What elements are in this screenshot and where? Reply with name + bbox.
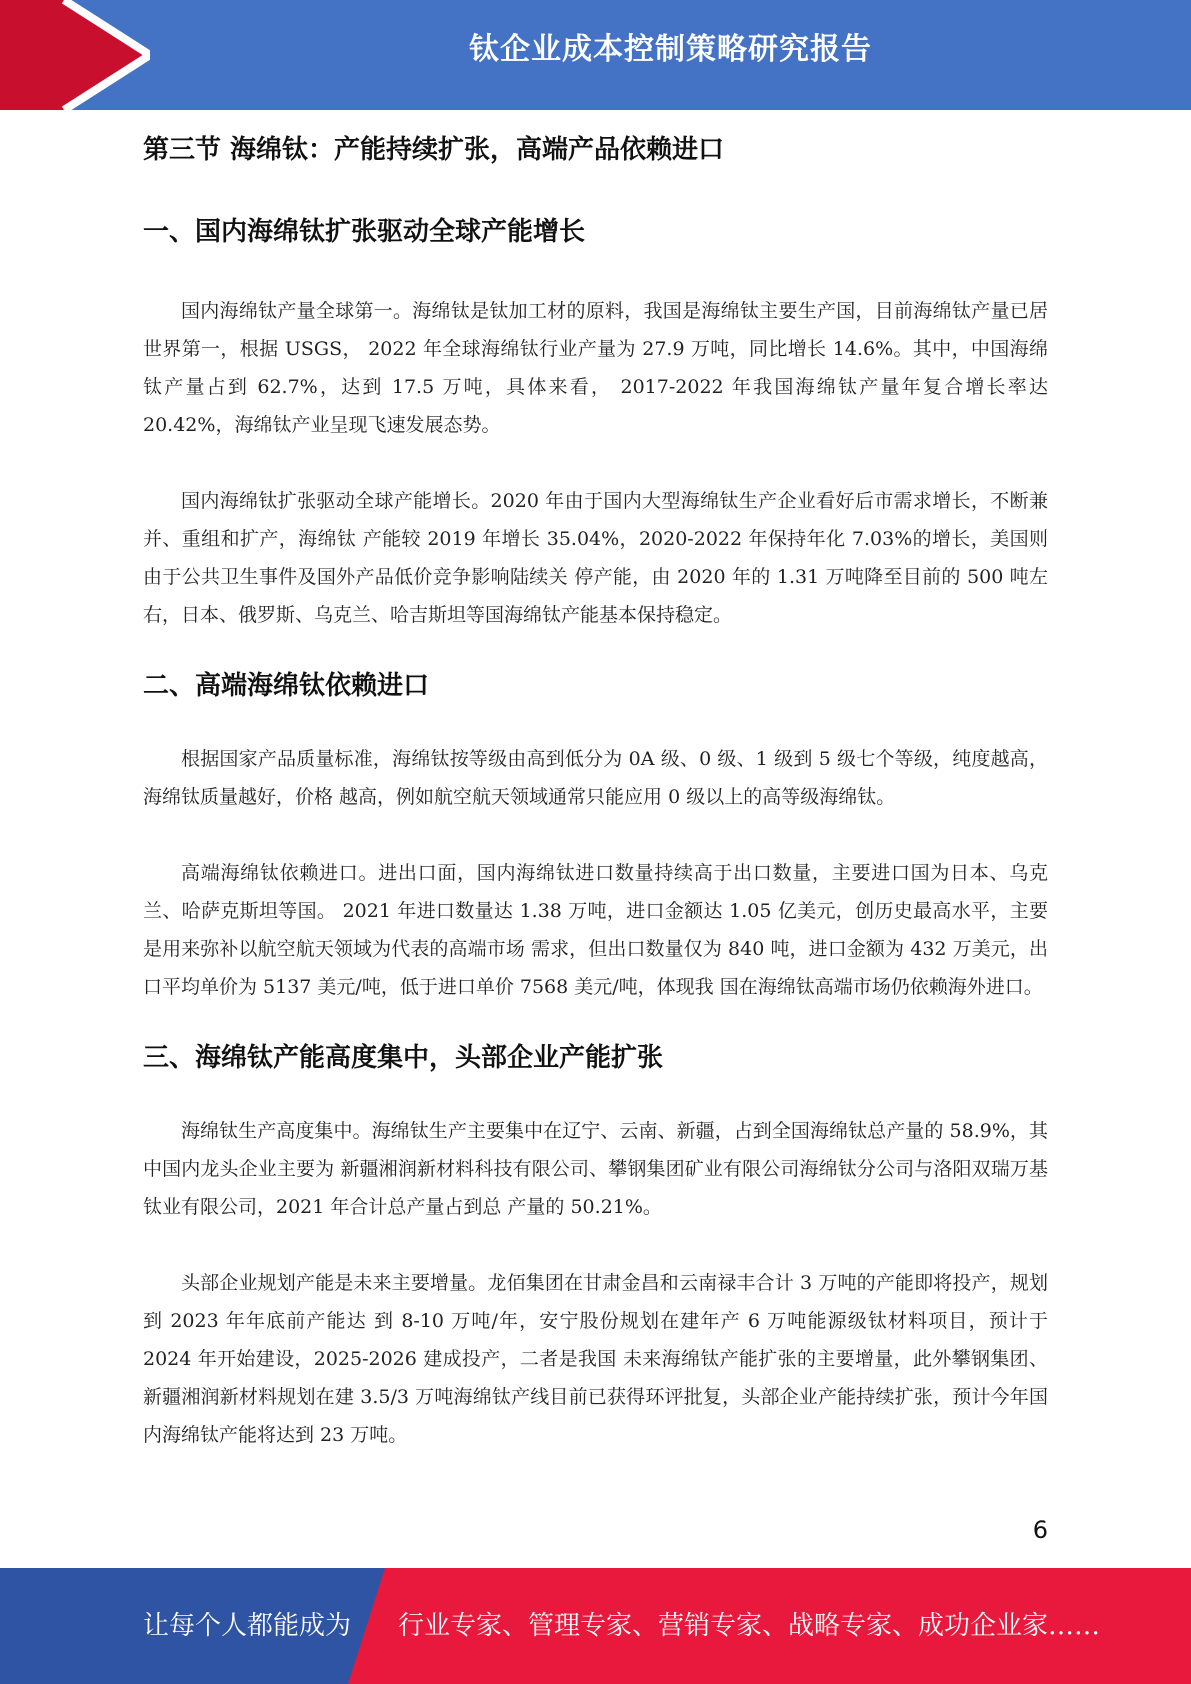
paragraph: 头部企业规划产能是未来主要增量。龙佰集团在甘肃金昌和云南禄丰合计 3 万吨的产能即将投产，规划到 2023 年年底前产能达 到 8-10 万吨/年，安宁股份规划在建年产 6 万吨能源级钛材料项目，预计于 2024 年开始建设，2025-2026 建成投产，二者是我国 未来海绵钛产能扩张的主要增量，此外攀钢集团、新疆湘润新材料规划在建 3.5/3 万吨海绵钛产线目前已获得环评批复，头部企业产能持续扩张，预计今年国内海绵钛产能将达到 23 万吨。	[143, 1272, 1048, 1446]
page-number: 6	[1032, 1516, 1048, 1544]
subsection-heading: 三、海绵钛产能高度集中，头部企业产能扩张	[143, 1043, 664, 1073]
footer-slogan-left: 让每个人都能成为	[143, 1611, 352, 1641]
header-chevron-decoration	[0, 0, 150, 110]
subsection-heading: 一、国内海绵钛扩张驱动全球产能增长	[143, 217, 586, 247]
footer-slogan-right: 行业专家、管理专家、营销专家、战略专家、成功企业家……	[398, 1611, 1101, 1641]
paragraph: 国内海绵钛产量全球第一。海绵钛是钛加工材的原料，我国是海绵钛主要生产国，目前海绵钛产量已居世界第一，根据 USGS， 2022 年全球海绵钛行业产量为 27.9 万吨，同比增长 14.6%。其中，中国海绵钛产量占到 62.7%，达到 17.5 万吨，具体来看， 2017-2022 年我国海绵钛产量年复合增长率达 20.42%，海绵钛产业呈现飞速发展态势。	[143, 300, 1048, 436]
footer-banner	[0, 1568, 1191, 1684]
page-content	[143, 128, 1048, 1454]
report-header	[0, 0, 1191, 110]
report-title: 钛企业成本控制策略研究报告	[469, 32, 872, 67]
paragraph: 根据国家产品质量标准，海绵钛按等级由高到低分为 0A 级、0 级、1 级到 5 级七个等级，纯度越高，海绵钛质量越好，价格 越高，例如航空航天领域通常只能应用 0 级以上的高等级海绵钛。	[143, 748, 1048, 808]
subsection-heading: 二、高端海绵钛依赖进口	[143, 671, 430, 701]
paragraph: 海绵钛生产高度集中。海绵钛生产主要集中在辽宁、云南、新疆，占到全国海绵钛总产量的 58.9%，其中国内龙头企业主要为 新疆湘润新材料科技有限公司、攀钢集团矿业有限公司海绵钛分公司与洛阳双瑞万基钛业有限公司，2021 年合计总产量占到总 产量的 50.21%。	[143, 1120, 1048, 1218]
paragraph: 国内海绵钛扩张驱动全球产能增长。2020 年由于国内大型海绵钛生产企业看好后市需求增长，不断兼并、重组和扩产，海绵钛 产能较 2019 年增长 35.04%，2020-2022 年保持年化 7.03%的增长，美国则由于公共卫生事件及国外产品低价竞争影响陆续关 停产能，由 2020 年的 1.31 万吨降至目前的 500 吨左右，日本、俄罗斯、乌克兰、哈吉斯坦等国海绵钛产能基本保持稳定。	[143, 490, 1048, 626]
paragraph: 高端海绵钛依赖进口。进出口面，国内海绵钛进口数量持续高于出口数量，主要进口国为日本、乌克兰、哈萨克斯坦等国。 2021 年进口数量达 1.38 万吨，进口金额达 1.05 亿美元，创历史最高水平，主要是用来弥补以航空航天领域为代表的高端市场 需求，但出口数量仅为 840 吨，进口金额为 432 万美元，出口平均单价为 5137 美元/吨，低于进口单价 7568 美元/吨，体现我 国在海绵钛高端市场仍依赖海外进口。	[143, 862, 1048, 998]
section-title: 第三节 海绵钛：产能持续扩张，高端产品依赖进口	[143, 135, 725, 165]
